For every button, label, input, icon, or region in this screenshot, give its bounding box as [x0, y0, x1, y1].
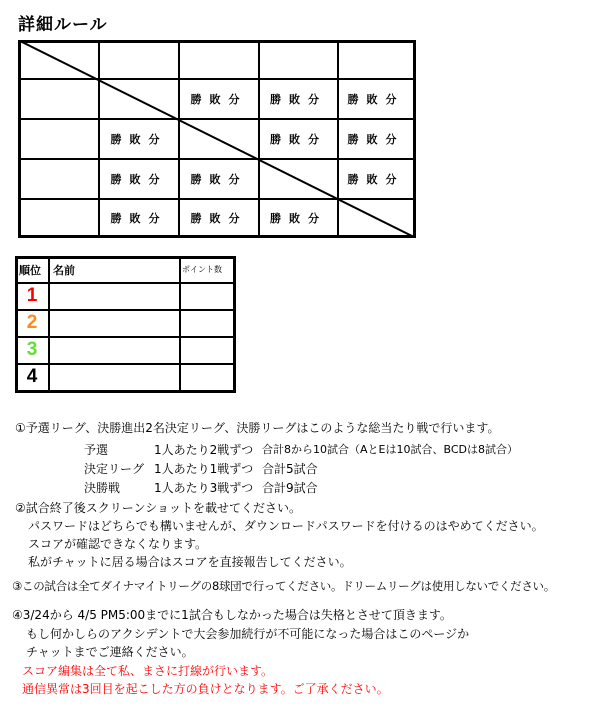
rule-1-detail: 1人あたり1戦ずつ: [154, 462, 254, 476]
rule-1-detail: 1人あたり3戦ずつ: [154, 481, 254, 495]
grid-result-cell: 勝敗分: [190, 93, 248, 106]
name-header: 名前: [53, 264, 75, 277]
rule-1-label: 決勝戦: [84, 481, 121, 495]
league-grid: [18, 40, 416, 238]
grid-result-cell: 勝敗分: [110, 211, 168, 225]
grid-result-cell: 勝敗分: [110, 133, 168, 146]
rule-2-line: 私がチャットに居る場合はスコアを直接報告してください。: [28, 555, 352, 569]
red-notice: スコア編集は全て私、まさに打線が行います。: [22, 664, 274, 678]
rank-number: 2: [26, 312, 38, 333]
grid-result-cell: 勝敗分: [270, 211, 327, 225]
grid-result-cell: 勝敗分: [347, 173, 405, 186]
rank-number: 1: [26, 285, 38, 306]
ranking-table: [15, 256, 236, 393]
rule-1-total: 合計8から10試合（AとEは10試合、BCDは8試合）: [262, 443, 518, 456]
rank-number: 3: [26, 339, 38, 360]
rule-4-line: もし何かしらのアクシデントで大会参加続行が不可能になった場合はこのページか: [26, 627, 470, 641]
grid-result-cell: 勝敗分: [347, 93, 405, 106]
rule-1-detail: 1人あたり2戦ずつ: [154, 443, 254, 457]
grid-result-cell: 勝敗分: [347, 133, 405, 146]
red-notice: 通信異常は3回目を起こした方の負けとなります。ご了承ください。: [22, 682, 389, 696]
points-header: ポイント数: [182, 265, 222, 274]
grid-result-cell: 勝敗分: [190, 211, 248, 225]
rule-3: ③この試合は全てダイナマイトリーグの8球団で行ってください。ドリームリーグは使用しないでください。: [12, 579, 555, 593]
rule-4-line: チャットまでご連絡ください。: [26, 645, 194, 659]
grid-result-cell: 勝敗分: [270, 133, 327, 146]
grid-result-cell: 勝敗分: [190, 173, 248, 186]
rule-2-line: スコアが確認できなくなります。: [28, 537, 208, 551]
rule-1-label: 予選: [84, 443, 109, 457]
page-title: 詳細ルール: [18, 15, 108, 35]
rule-4: ④3/24から 4/5 PM5:00までに1試合もしなかった場合は失格とさせて頂きます。: [12, 608, 452, 622]
rank-header: 順位: [19, 264, 41, 277]
rule-1-label: 決定リーグ: [84, 462, 145, 476]
grid-result-cell: 勝敗分: [110, 173, 168, 186]
rule-2: ②試合終了後スクリーンショットを載せてください。: [15, 501, 301, 515]
rank-number: 4: [26, 366, 38, 387]
grid-result-cell: 勝敗分: [270, 93, 327, 106]
rule-1-total: 合計5試合: [262, 462, 318, 476]
rule-2-line: パスワードはどちらでも構いませんが、ダウンロードパスワードを付けるのはやめてください。: [28, 519, 544, 533]
rule-1: ①予選リーグ、決勝進出2名決定リーグ、決勝リーグはこのような総当たり戦で行います。: [15, 421, 500, 435]
rule-1-total: 合計9試合: [262, 481, 318, 495]
